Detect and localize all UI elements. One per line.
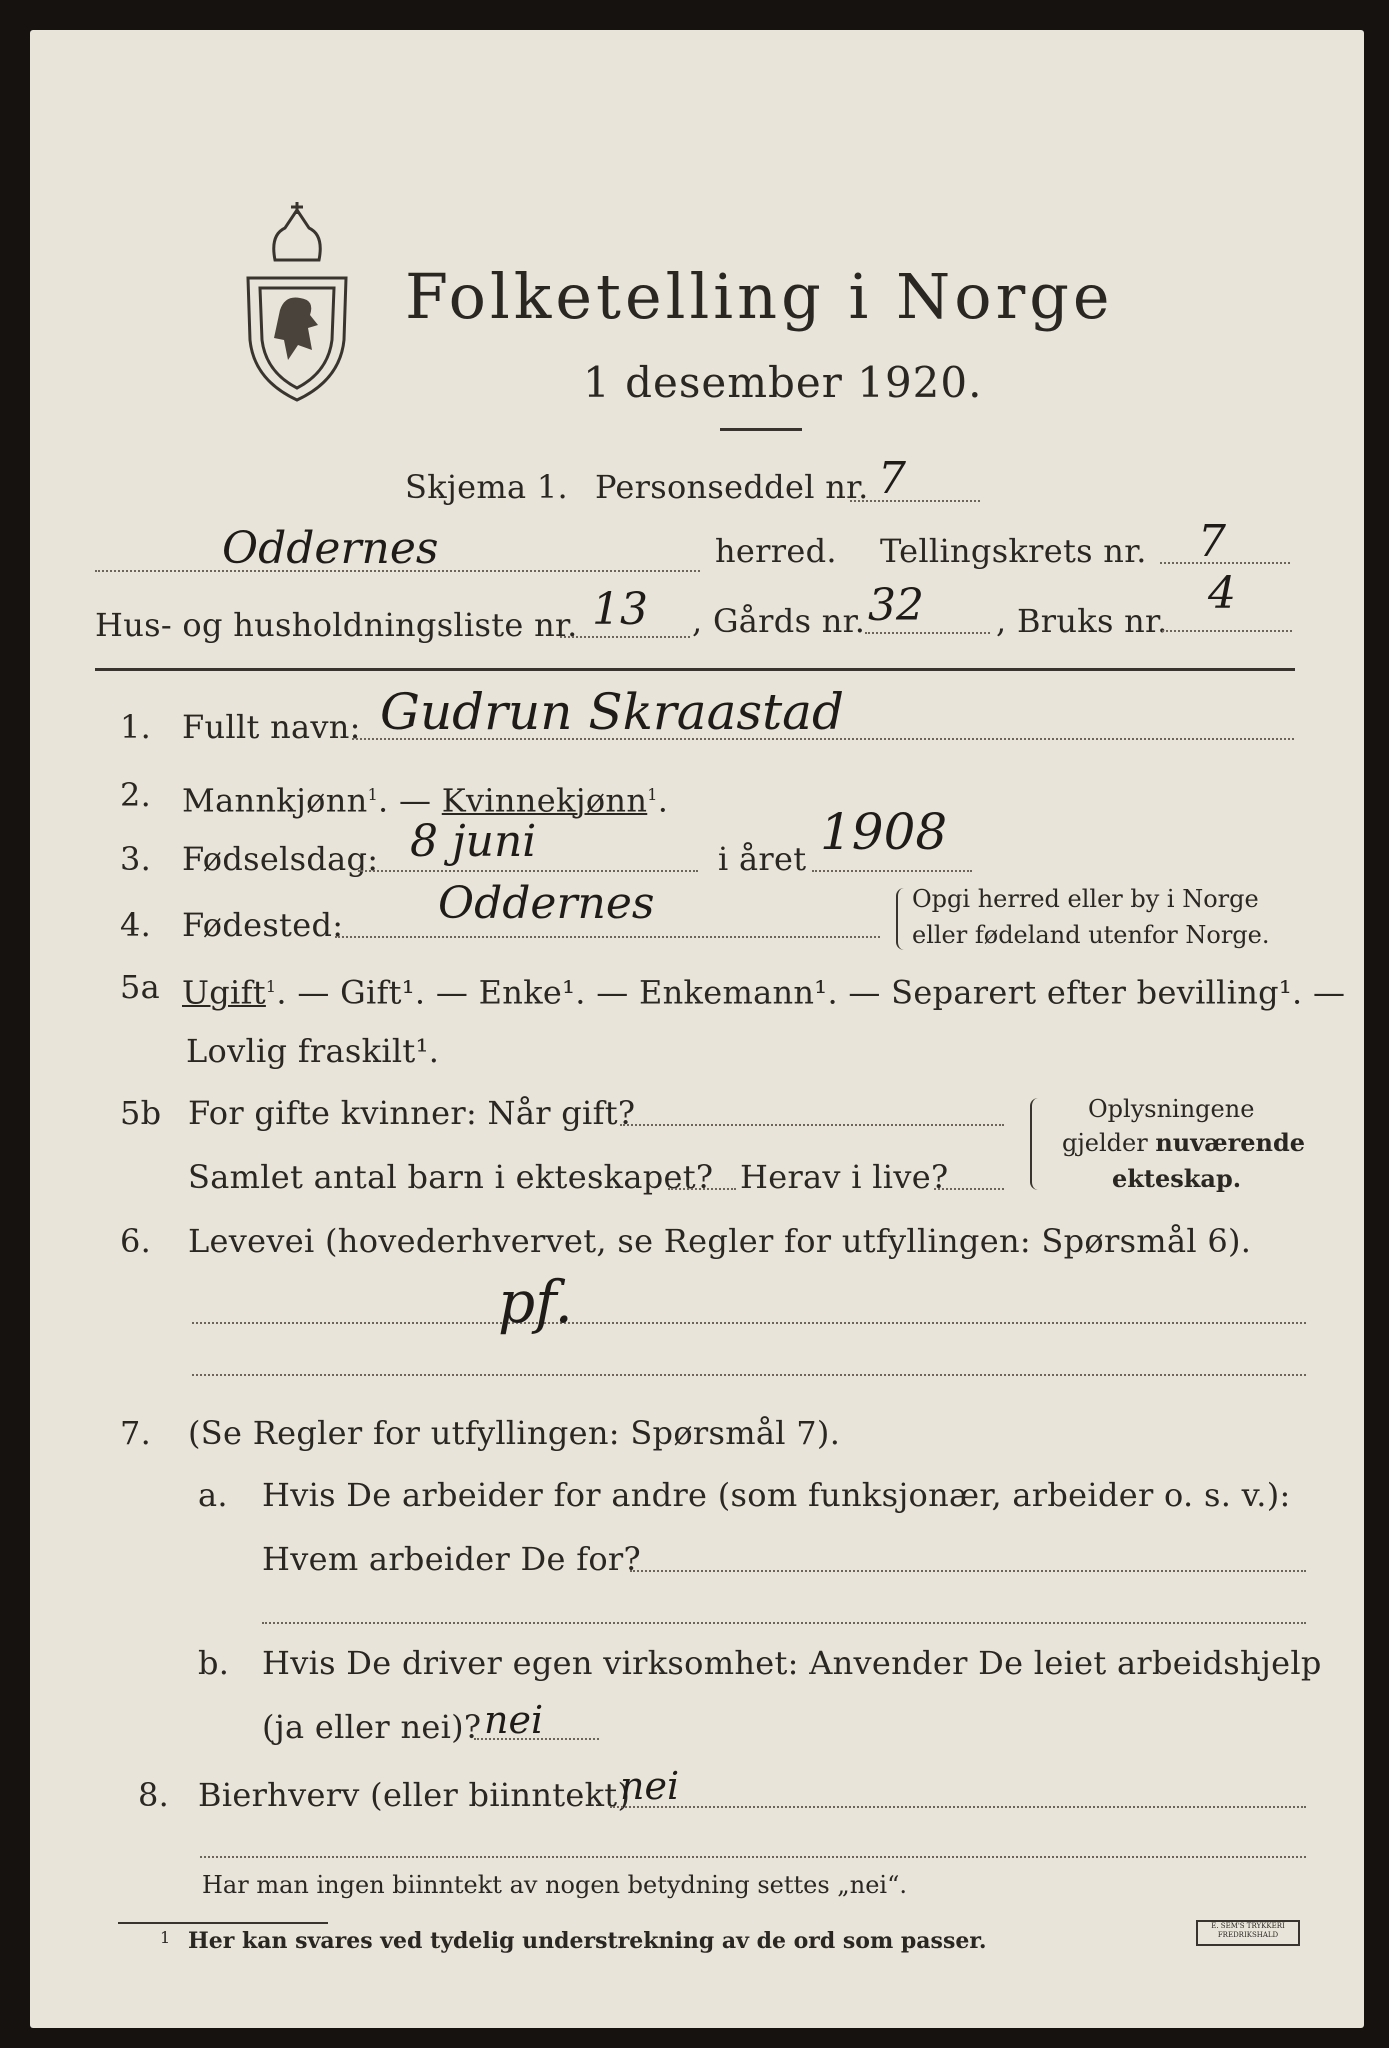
skjema-label: Skjema 1. [405, 468, 568, 506]
q6-number: 6. [120, 1222, 152, 1260]
option-ugift: Ugift [182, 973, 266, 1012]
q4-number: 4. [120, 906, 152, 944]
q5b-note-2a: gjelder [1062, 1129, 1156, 1157]
printer-stamp: E. SEM'S TRYKKERI FREDRIKSHALD [1196, 1920, 1300, 1946]
q7-number: 7. [120, 1414, 152, 1452]
q8-number: 8. [138, 1776, 170, 1814]
personseddel-label: Personseddel nr. [595, 468, 869, 506]
herred-value: Oddernes [222, 523, 439, 574]
gards-value: 32 [868, 580, 924, 631]
q5b-line2a: Samlet antal barn i ekteskapet? [188, 1158, 714, 1196]
q5b-married-line [620, 1124, 1004, 1126]
q5b-children-line [668, 1188, 736, 1190]
hus-line [560, 636, 690, 638]
q3-day-line [358, 870, 698, 872]
q2-number: 2. [120, 776, 152, 814]
full-name-value: Gudrun Skraastad [380, 683, 844, 741]
q5a-other-options: . — Gift¹. — Enke¹. — Enkemann¹. — Separert efter bevilling¹. — [276, 973, 1346, 1012]
footnote-mark: 1 [160, 1928, 171, 1947]
coat-of-arms-icon [240, 200, 355, 405]
q4-note-2: eller fødeland utenfor Norge. [912, 921, 1270, 949]
footnote-rule [118, 1922, 328, 1924]
q5a-options: Ugift$^1$. — Gift¹. — Enke¹. — Enkemann¹. — Separert efter bevilling¹. — [182, 973, 1346, 1012]
q7b-letter: b. [198, 1644, 230, 1682]
q2-options: Mannkjønn$^1$. — Kvinnekjønn$^1$. [182, 781, 669, 820]
q5b-note-2b: nuværende [1155, 1128, 1306, 1157]
q5b-line2b: Herav i live? [740, 1158, 949, 1196]
option-kvinnekjonn: Kvinnekjønn [441, 781, 648, 820]
q4-label: Fødested: [182, 906, 344, 944]
footnote-text: Her kan svares ved tydelig understrekning av de ord som passer. [188, 1928, 987, 1954]
birthplace-value: Oddernes [438, 878, 655, 929]
q5a-number: 5a [120, 968, 161, 1006]
q3-aret-label: i året [718, 840, 807, 878]
header-rule [95, 668, 1295, 671]
hus-value: 13 [592, 584, 648, 635]
q7a-letter: a. [198, 1476, 228, 1514]
q3-year-line [812, 870, 972, 872]
gards-label: , Gårds nr. [692, 602, 866, 640]
bruks-label: , Bruks nr. [996, 602, 1168, 640]
q2-separator: . — [378, 781, 442, 820]
side-income-value: nei [620, 1764, 680, 1808]
occupation-value: pf. [498, 1268, 573, 1336]
bruks-line [1162, 630, 1292, 632]
gards-line [865, 632, 990, 634]
hus-label: Hus- og husholdningsliste nr. [95, 606, 578, 644]
q5b-alive-line [934, 1188, 1004, 1190]
q5b-bracket [1030, 1098, 1040, 1190]
option-mannkjonn: Mannkjønn [182, 781, 368, 820]
q7a-line2: Hvem arbeider De for? [262, 1540, 641, 1578]
q3-number: 3. [120, 840, 152, 878]
q5b-line1: For gifte kvinner: Når gift? [188, 1094, 636, 1132]
q6-line-2 [192, 1374, 1306, 1376]
q1-number: 1. [120, 708, 152, 746]
q8-label: Bierhverv (eller biinntekt) [198, 1776, 631, 1814]
q8-line-1 [610, 1806, 1306, 1808]
bruks-value: 4 [1208, 568, 1236, 619]
q6-label: Levevei (hovederhvervet, se Regler for utfyllingen: Spørsmål 6). [188, 1222, 1252, 1260]
q7a-line1: Hvis De arbeider for andre (som funksjonær, arbeider o. s. v.): [262, 1476, 1291, 1514]
q5b-note-2 [1062, 1128, 1305, 1158]
personseddel-value: 7 [878, 453, 906, 504]
herred-label: herred. [715, 532, 837, 570]
q2-end: . [657, 781, 669, 820]
q7a-line [630, 1570, 1306, 1572]
q8-line-2 [200, 1856, 1306, 1858]
q4-note-1: Opgi herred eller by i Norge [912, 885, 1259, 913]
q5a-line2: Lovlig fraskilt¹. [186, 1032, 440, 1070]
tellingskrets-label: Tellingskrets nr. [880, 532, 1147, 570]
hired-help-value: nei [484, 1698, 544, 1742]
q7-label: (Se Regler for utfyllingen: Spørsmål 7). [188, 1414, 841, 1452]
q5b-note-3: ekteskap. [1112, 1164, 1242, 1193]
census-date: 1 desember 1920. [583, 358, 983, 407]
q7a-line-2 [262, 1622, 1306, 1624]
q3-label: Fødselsdag: [182, 840, 379, 878]
footer-note: Har man ingen biinntekt av nogen betydning settes „nei“. [202, 1871, 907, 1899]
q4-bracket [896, 888, 906, 950]
q7b-line2: (ja eller nei)? [262, 1708, 482, 1746]
personseddel-line [850, 500, 980, 502]
birth-year-value: 1908 [820, 803, 948, 861]
q7b-line1: Hvis De driver egen virksomhet: Anvender De leiet arbeidshjelp [262, 1644, 1322, 1682]
birthday-value: 8 juni [410, 816, 537, 867]
q6-line-1 [192, 1322, 1306, 1324]
form-title: Folketelling i Norge [405, 260, 1114, 333]
q1-label: Fullt navn: [182, 708, 361, 746]
q4-line [335, 936, 880, 938]
title-divider [720, 428, 802, 431]
q5b-number: 5b [120, 1094, 162, 1132]
tellingskrets-value: 7 [1198, 516, 1226, 567]
q5b-note-1: Oplysningene [1088, 1095, 1255, 1123]
